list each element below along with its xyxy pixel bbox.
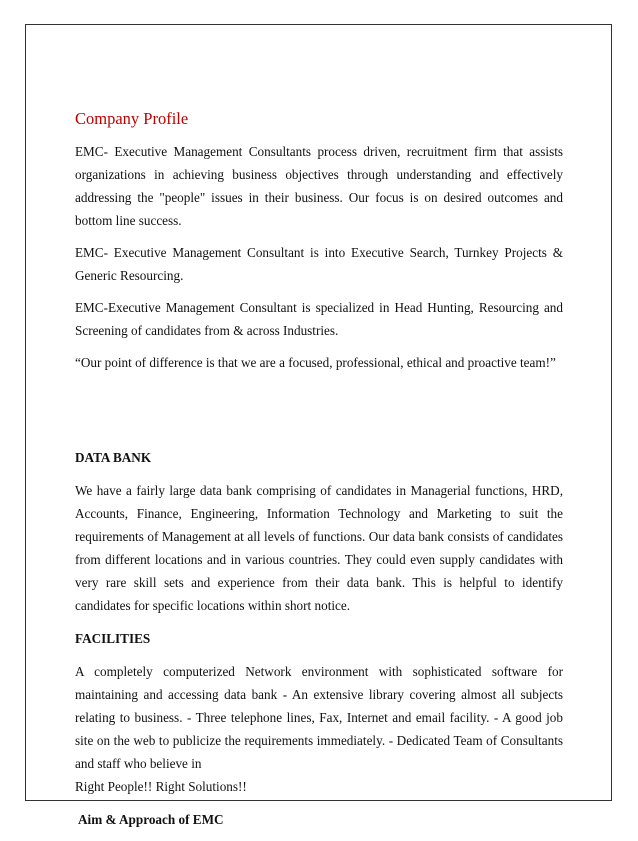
company-profile-title: Company Profile xyxy=(75,109,189,128)
company-profile-paragraph-2: EMC- Executive Management Consultant is into Executive Search, Turnkey Projects & Generic Resourcing. xyxy=(75,245,563,283)
section-spacer xyxy=(75,374,563,446)
company-profile-paragraph-3: EMC-Executive Management Consultant is specialized in Head Hunting, Resourcing and Screening of candidates from & across Industries. xyxy=(75,300,563,338)
company-profile-quote: “Our point of difference is that we are a focused, professional, ethical and proactive team!” xyxy=(75,355,556,370)
company-profile-paragraph-1: EMC- Executive Management Consultants process driven, recruitment firm that assists organizations in achieving business objectives through understanding and effectively addressing the "people" issues in their business. Our focus is on desired outcomes and bottom line success. xyxy=(75,144,563,228)
facilities-tagline: Right People!! Right Solutions!! xyxy=(75,779,247,794)
document-body xyxy=(75,108,563,841)
aim-approach-heading: Aim & Approach of EMC xyxy=(78,812,224,827)
facilities-paragraph: A completely computerized Network environment with sophisticated software for maintaining and accessing data bank - An extensive library covering almost all subjects relating to business. - Three telephone lines, Fax, Internet and email facility. - A good job site on the web to publicize the requirements immediately. - Dedicated Team of Consultants and staff who believe in xyxy=(75,664,563,771)
facilities-heading: FACILITIES xyxy=(75,631,151,646)
data-bank-paragraph: We have a fairly large data bank comprising of candidates in Managerial functions, HRD, Accounts, Finance, Engineering, Information Technology and Marketing to suit the requirements of Management at all levels of functions. Our data bank consists of candidates from different locations and in various countries. They could even supply candidates with very rare skill sets and experience from their data bank. This is helpful to identify candidates for specific locations within short notice. xyxy=(75,483,563,613)
data-bank-heading: DATA BANK xyxy=(75,450,152,465)
